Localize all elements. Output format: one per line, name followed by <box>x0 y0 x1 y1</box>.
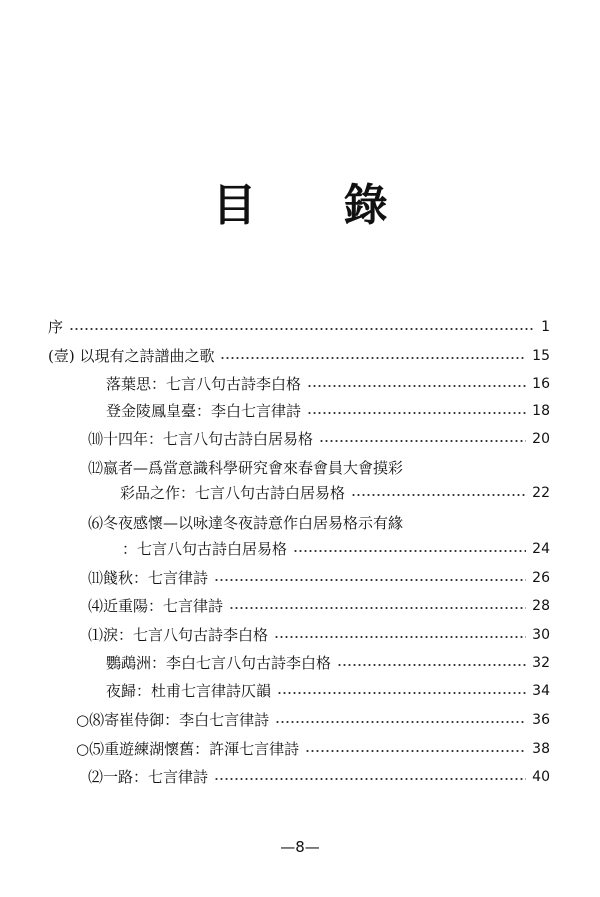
toc-entry-page: 24 <box>532 541 550 557</box>
toc-entry[interactable] <box>0 536 600 562</box>
toc-entry-page: 22 <box>532 485 550 501</box>
toc-entry[interactable] <box>0 650 600 676</box>
dot-leader <box>214 579 526 581</box>
dot-leader <box>274 636 526 638</box>
toc-entry-label: ⑵一路：七言律詩 <box>88 768 209 786</box>
dot-leader <box>293 550 526 552</box>
toc-entry-page: 40 <box>532 769 550 785</box>
toc-entry[interactable] <box>0 565 600 591</box>
toc-entry-label: 彩品之作：七言八句古詩白居易格 <box>120 484 346 502</box>
toc-entry-page: 28 <box>532 598 550 614</box>
dot-leader <box>214 778 526 780</box>
toc-entry-label: ○⑻寄崔侍御：李白七言律詩 <box>76 711 270 729</box>
toc-entry-page: 38 <box>532 741 550 757</box>
toc-entry[interactable] <box>0 426 600 452</box>
dot-leader <box>307 412 526 414</box>
toc-entry-label: 序 <box>48 318 64 336</box>
dot-leader <box>275 721 526 723</box>
toc-entry-label: (壹) 以現有之詩譜曲之歌 <box>48 347 215 365</box>
toc-entry-label: ⑾餞秋：七言律詩 <box>88 569 209 587</box>
dot-leader <box>229 607 526 609</box>
toc-entry-label: ⑷近重陽：七言律詩 <box>88 597 224 615</box>
toc-entry-label: 登金陵鳳皇臺：李白七言律詩 <box>106 402 302 420</box>
toc-entry-page: 18 <box>532 403 550 419</box>
dot-leader <box>69 328 535 330</box>
toc-entry-page: 1 <box>541 319 550 335</box>
toc-entry-section-one[interactable] <box>0 343 600 369</box>
toc-entry-page: 34 <box>532 683 550 699</box>
toc-entry[interactable] <box>0 764 600 790</box>
page-title: 目 錄 <box>212 180 424 231</box>
toc-entry-page: 32 <box>532 655 550 671</box>
dot-leader <box>220 357 526 359</box>
page-number: —8— <box>280 838 320 856</box>
toc-entry-label: ○⑸重遊練湖懷舊：許渾七言律詩 <box>76 740 300 758</box>
toc-entry-first-line[interactable] <box>0 510 600 536</box>
toc-entry-page: 15 <box>532 348 550 364</box>
toc-entry-page: 20 <box>532 431 550 447</box>
dot-leader <box>319 440 526 442</box>
toc-entry-first-line[interactable] <box>0 455 600 481</box>
toc-entry-label: ：七言八句古詩白居易格 <box>122 540 288 558</box>
toc-entry-label: ⑴淚：七言八句古詩李白格 <box>88 626 269 644</box>
toc-entry-label: ⑽十四年：七言八句古詩白居易格 <box>88 430 314 448</box>
toc-entry[interactable] <box>0 736 600 762</box>
dot-leader <box>277 692 526 694</box>
toc-entry[interactable] <box>0 480 600 506</box>
dot-leader <box>305 750 526 752</box>
toc-entry[interactable] <box>0 622 600 648</box>
toc-entry-label: 夜歸：杜甫七言律詩仄韻 <box>106 682 272 700</box>
toc-entry-label: ⑹冬夜感懷—以咏達冬夜詩意作白居易格示有緣 <box>88 514 404 532</box>
toc-entry-page: 26 <box>532 570 550 586</box>
dot-leader <box>307 385 526 387</box>
toc-entry-label: ⑿嬴者—爲當意識科學研究會來春會員大會摸彩 <box>88 459 404 477</box>
toc-entry-page: 36 <box>532 712 550 728</box>
toc-entry[interactable] <box>0 593 600 619</box>
toc-entry-label: 鸚鵡洲：李白七言八句古詩李白格 <box>106 654 332 672</box>
toc-entry[interactable] <box>0 398 600 424</box>
toc-entry-page: 30 <box>532 627 550 643</box>
dot-leader <box>351 494 526 496</box>
toc-entry-page: 16 <box>532 376 550 392</box>
toc-entry[interactable] <box>0 707 600 733</box>
toc-entry[interactable] <box>0 371 600 397</box>
dot-leader <box>337 664 526 666</box>
toc-entry-label: 落葉思：七言八句古詩李白格 <box>106 375 302 393</box>
toc-entry[interactable] <box>0 678 600 704</box>
toc-entry-preface[interactable] <box>0 314 600 340</box>
table-of-contents <box>0 314 600 794</box>
